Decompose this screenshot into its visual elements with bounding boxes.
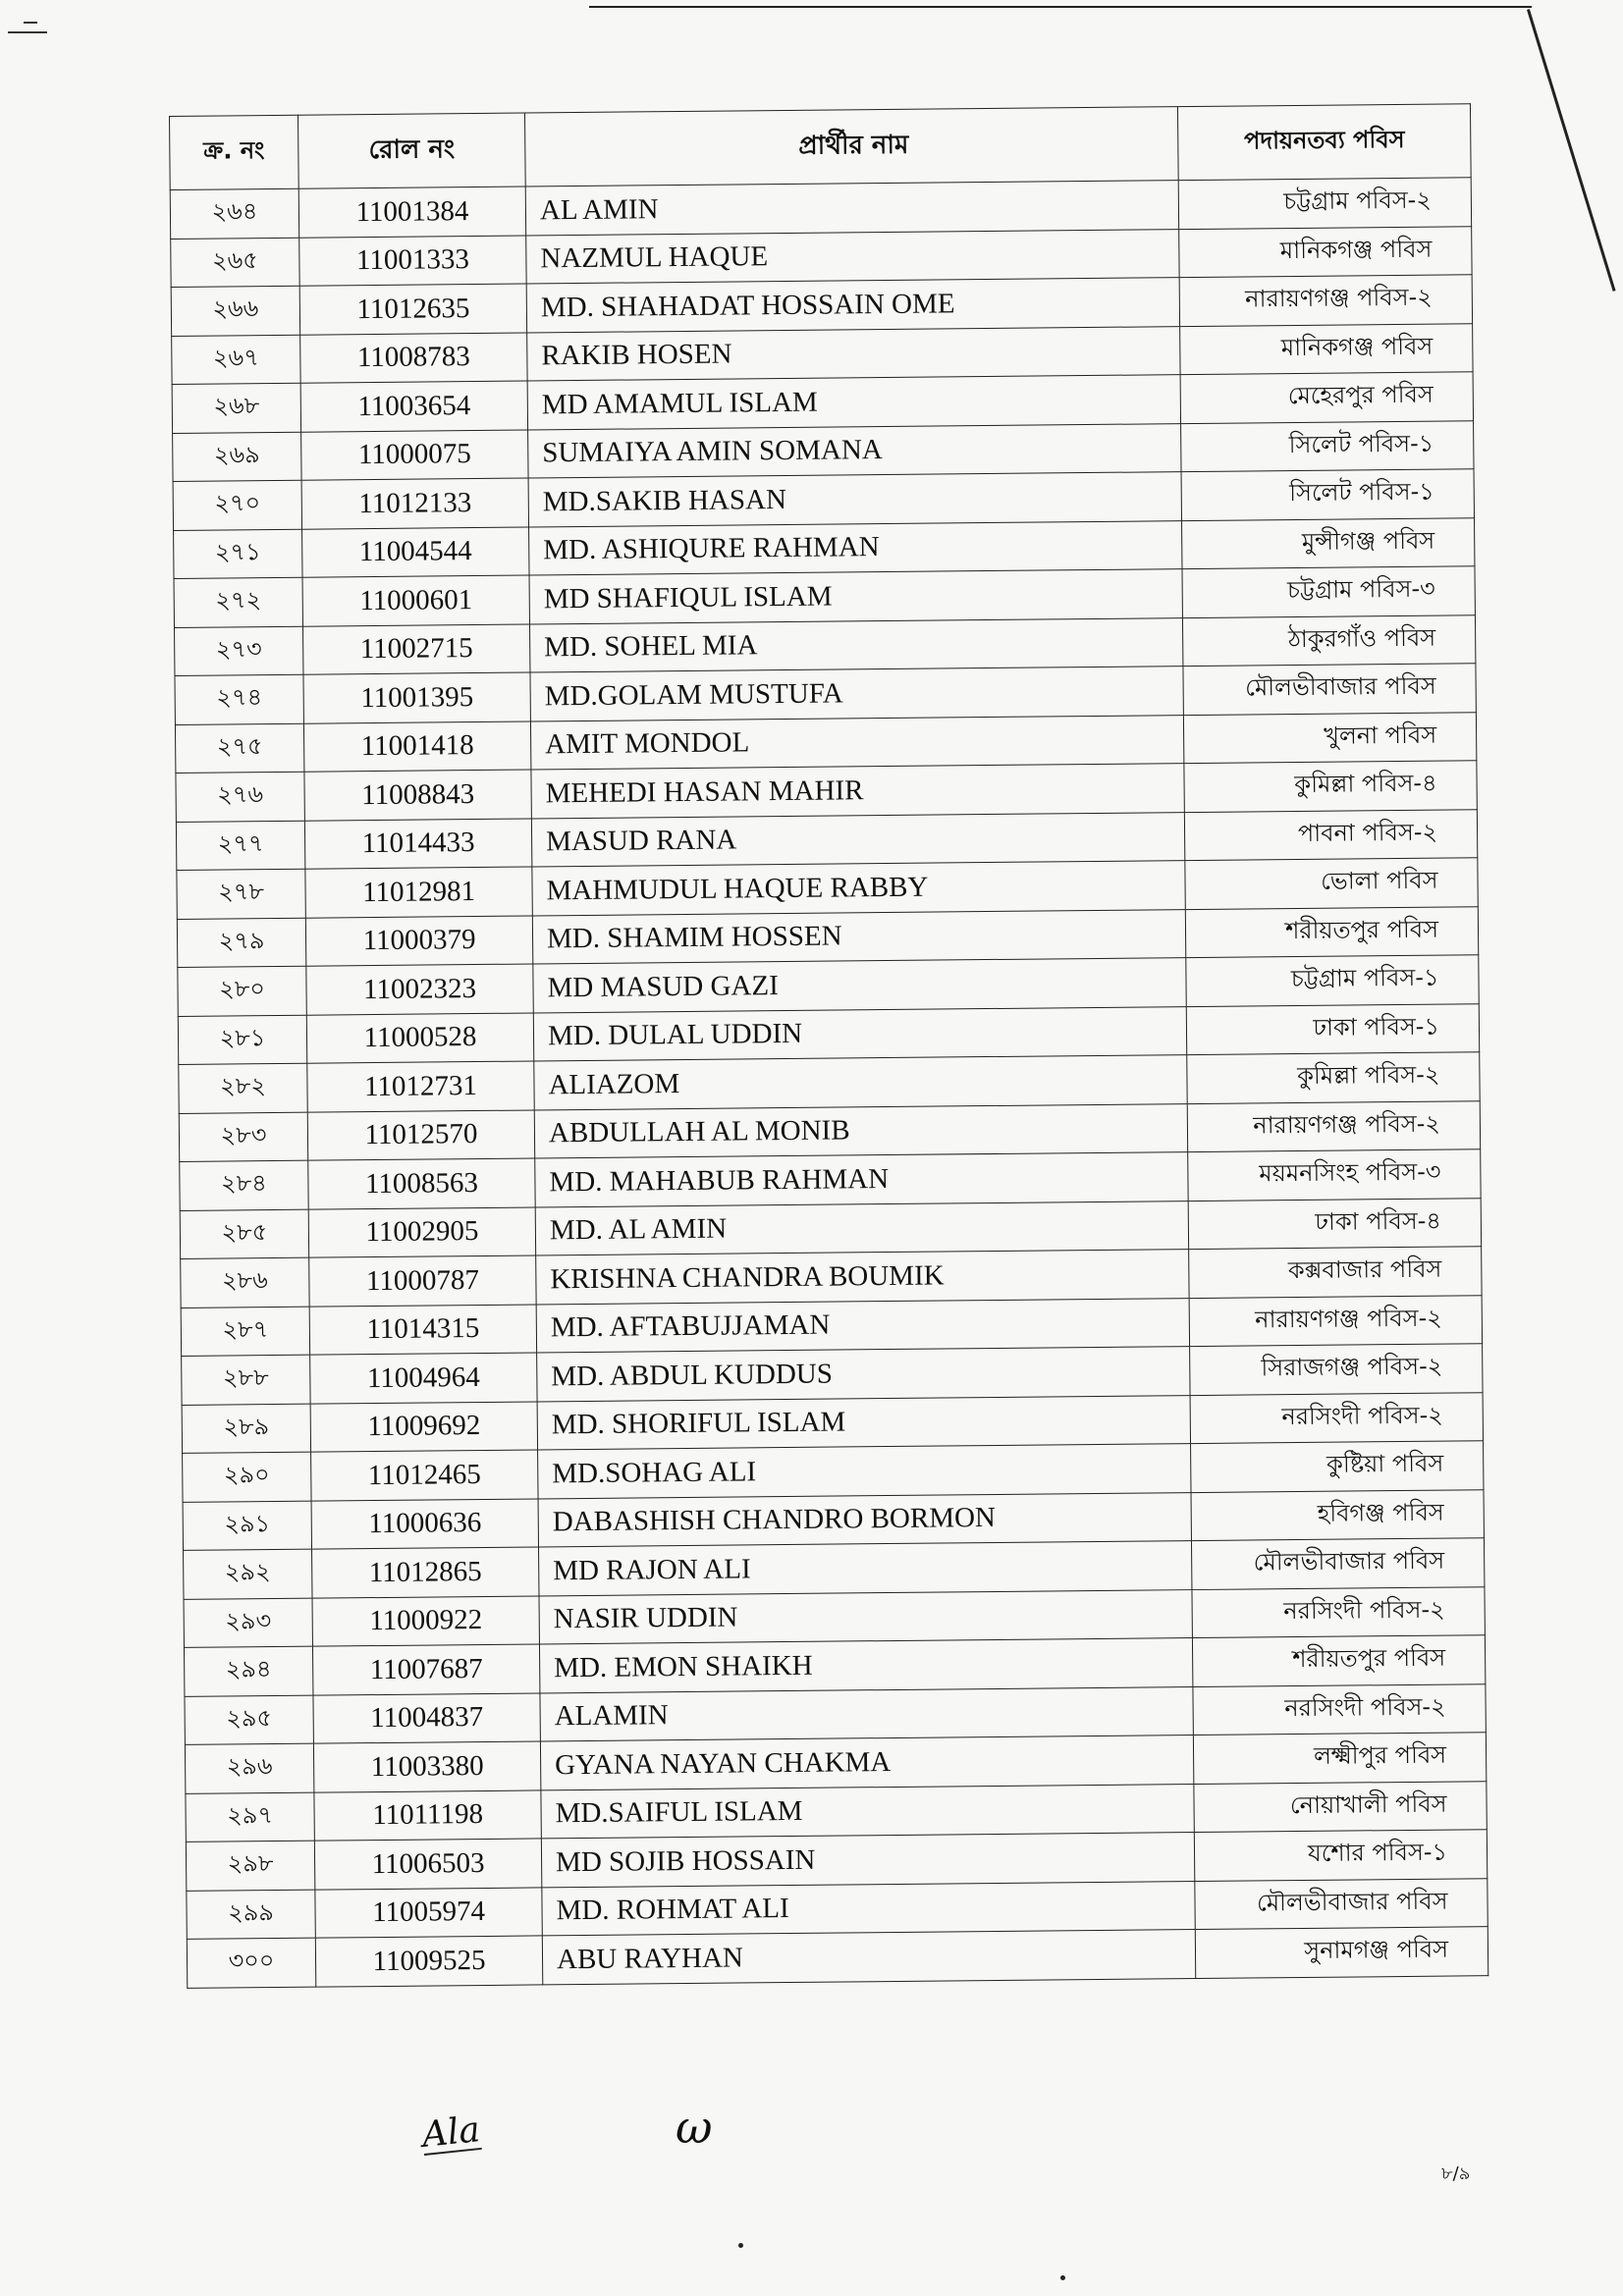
cell-posting: ঢাকা পবিস-৪ bbox=[1188, 1198, 1481, 1249]
cell-name: MAHMUDUL HAQUE RABBY bbox=[532, 861, 1185, 916]
cell-name: AL AMIN bbox=[525, 181, 1178, 236]
cell-name: RAKIB HOSEN bbox=[527, 326, 1180, 381]
header-serial: ক্র. নং bbox=[170, 115, 299, 189]
cell-roll: 11000787 bbox=[309, 1255, 536, 1307]
cell-name: ABDULLAH AL MONIB bbox=[534, 1103, 1187, 1158]
scan-speck bbox=[1060, 2275, 1065, 2280]
cell-name: MD. ROHMAT ALI bbox=[542, 1881, 1195, 1936]
scan-speck bbox=[738, 2243, 743, 2248]
cell-roll: 11003654 bbox=[300, 381, 527, 432]
cell-posting: চট্টগ্রাম পবিস-২ bbox=[1178, 178, 1471, 229]
cell-serial: ২৮০ bbox=[178, 966, 306, 1016]
cell-serial: ২৭১ bbox=[174, 529, 302, 579]
cell-roll: 11008783 bbox=[300, 333, 527, 384]
cell-posting: কক্সবাজার পবিস bbox=[1189, 1247, 1482, 1298]
cell-roll: 11012981 bbox=[305, 867, 532, 918]
cell-name: MD SOJIB HOSSAIN bbox=[541, 1833, 1194, 1888]
cell-serial: ২৯১ bbox=[183, 1501, 311, 1551]
document-sheet bbox=[169, 103, 1488, 1988]
cell-roll: 11001418 bbox=[303, 721, 530, 772]
cell-posting: হবিগঞ্জ পবিস bbox=[1191, 1489, 1484, 1540]
candidate-posting-table bbox=[169, 103, 1488, 1988]
cell-roll: 11004964 bbox=[310, 1353, 537, 1404]
cell-name: AMIT MONDOL bbox=[530, 715, 1183, 770]
cell-name: MD. SOHEL MIA bbox=[529, 617, 1182, 672]
cell-posting: ঠাকুরগাঁও পবিস bbox=[1182, 614, 1475, 666]
cell-roll: 11009692 bbox=[310, 1401, 537, 1452]
cell-name: MD RAJON ALI bbox=[539, 1541, 1192, 1596]
cell-name: MD. MAHABUB RAHMAN bbox=[535, 1152, 1188, 1207]
cell-serial: ২৯৩ bbox=[184, 1598, 312, 1648]
cell-name: KRISHNA CHANDRA BOUMIK bbox=[536, 1250, 1189, 1305]
cell-roll: 11004544 bbox=[302, 527, 529, 578]
cell-serial: ২৬৭ bbox=[172, 335, 300, 385]
cell-name: NAZMUL HAQUE bbox=[526, 229, 1179, 284]
cell-roll: 11009525 bbox=[315, 1936, 542, 1987]
table-header-row bbox=[170, 104, 1472, 190]
cell-name: MD. AL AMIN bbox=[535, 1201, 1188, 1255]
cell-posting: মানিকগঞ্জ পবিস bbox=[1180, 323, 1473, 374]
cell-name: MD. SHORIFUL ISLAM bbox=[537, 1395, 1190, 1450]
cell-roll: 11008843 bbox=[304, 770, 531, 821]
cell-posting: চট্টগ্রাম পবিস-৩ bbox=[1182, 566, 1475, 617]
cell-serial: ২৭০ bbox=[173, 480, 301, 530]
cell-name: MD AMAMUL ISLAM bbox=[527, 375, 1180, 430]
cell-roll: 11001395 bbox=[303, 672, 530, 723]
cell-name: MEHEDI HASAN MAHIR bbox=[531, 764, 1184, 819]
cell-posting: নরসিংদী পবিস-২ bbox=[1192, 1586, 1485, 1637]
cell-serial: ২৮২ bbox=[179, 1063, 307, 1113]
cell-roll: 11007687 bbox=[312, 1644, 539, 1695]
signature-mark: ω bbox=[676, 2101, 713, 2154]
cell-posting: মৌলভীবাজার পবিস bbox=[1195, 1878, 1488, 1929]
cell-posting: পাবনা পবিস-২ bbox=[1184, 809, 1477, 860]
cell-serial: ২৯৭ bbox=[186, 1792, 314, 1842]
cell-posting: সিলেট পবিস-১ bbox=[1181, 469, 1474, 520]
cell-serial: ২৯২ bbox=[184, 1549, 312, 1599]
cell-roll: 11012635 bbox=[299, 284, 526, 335]
cell-serial: ২৭৬ bbox=[176, 772, 304, 822]
cell-serial: ২৮৫ bbox=[180, 1209, 308, 1259]
cell-serial: ২৮৪ bbox=[180, 1160, 308, 1210]
cell-roll: 11000528 bbox=[306, 1012, 533, 1063]
cell-posting: মানিকগঞ্জ পবিস bbox=[1179, 226, 1472, 277]
cell-name: DABASHISH CHANDRO BORMON bbox=[538, 1492, 1191, 1547]
cell-serial: ২৮১ bbox=[178, 1015, 306, 1065]
cell-roll: 11004837 bbox=[313, 1692, 540, 1743]
cell-posting: চট্টগ্রাম পবিস-১ bbox=[1186, 955, 1479, 1006]
cell-posting: নারায়ণগঞ্জ পবিস-২ bbox=[1179, 275, 1472, 326]
cell-serial: ২৬৯ bbox=[173, 432, 301, 482]
cell-posting: ময়মনসিংহ পবিস-৩ bbox=[1188, 1149, 1481, 1201]
cell-serial: ২৮৮ bbox=[182, 1355, 310, 1405]
cell-posting: কুমিল্লা পবিস-২ bbox=[1187, 1052, 1480, 1103]
signature-initials: Ala bbox=[419, 2109, 482, 2156]
cell-posting: মৌলভীবাজার পবিস bbox=[1191, 1538, 1484, 1589]
cell-roll: 11011198 bbox=[314, 1789, 541, 1841]
cell-serial: ২৭৩ bbox=[175, 626, 303, 676]
header-name: প্রার্থীর নাম bbox=[524, 107, 1178, 187]
cell-roll: 11002323 bbox=[306, 964, 533, 1015]
cell-serial: ২৯০ bbox=[183, 1452, 311, 1502]
cell-name: MD. DULAL UDDIN bbox=[533, 1006, 1186, 1061]
cell-posting: শরীয়তপুর পবিস bbox=[1192, 1635, 1485, 1686]
cell-name: MD.SAIFUL ISLAM bbox=[541, 1784, 1194, 1839]
cell-serial: ২৭৫ bbox=[175, 723, 303, 774]
cell-roll: 11005974 bbox=[315, 1887, 542, 1938]
cell-posting: লক্ষ্মীপুর পবিস bbox=[1193, 1733, 1486, 1784]
page-fold-line bbox=[1527, 9, 1616, 292]
cell-serial: ২৭৭ bbox=[176, 821, 304, 871]
cell-posting: নারায়ণগঞ্জ পবিস-২ bbox=[1189, 1295, 1482, 1346]
cell-posting: শরীয়তপুর পবিস bbox=[1185, 906, 1478, 957]
cell-serial: ২৯৮ bbox=[186, 1841, 314, 1891]
cell-name: MD MASUD GAZI bbox=[533, 958, 1186, 1013]
cell-posting: নরসিংদী পবিস-২ bbox=[1193, 1683, 1486, 1735]
cell-roll: 11014433 bbox=[304, 818, 531, 869]
cell-name: MD. SHAHADAT HOSSAIN OME bbox=[526, 278, 1179, 333]
cell-serial: ২৭৪ bbox=[175, 674, 303, 724]
cell-posting: খুলনা পবিস bbox=[1183, 712, 1476, 763]
cell-name: ALAMIN bbox=[540, 1686, 1193, 1741]
corner-mark bbox=[8, 31, 47, 33]
cell-serial: ২৯৫ bbox=[185, 1695, 313, 1745]
cell-roll: 11014315 bbox=[309, 1304, 536, 1355]
cell-roll: 11012133 bbox=[301, 478, 528, 529]
cell-roll: 11012865 bbox=[312, 1547, 539, 1598]
cell-posting: মুন্সীগঞ্জ পবিস bbox=[1182, 517, 1475, 568]
cell-name: MD. ASHIQURE RAHMAN bbox=[529, 520, 1182, 575]
cell-name: MD.GOLAM MUSTUFA bbox=[530, 667, 1183, 721]
cell-name: MD.SAKIB HASAN bbox=[528, 472, 1181, 527]
cell-posting: নোয়াখালী পবিস bbox=[1194, 1781, 1487, 1832]
header-posting: পদায়নতব্য পবিস bbox=[1177, 104, 1471, 181]
cell-roll: 11000636 bbox=[311, 1498, 538, 1549]
cell-posting: নারায়ণগঞ্জ পবিস-২ bbox=[1187, 1100, 1480, 1151]
cell-serial: ২৬৮ bbox=[172, 383, 300, 433]
cell-posting: যশোর পবিস-১ bbox=[1194, 1830, 1487, 1881]
cell-roll: 11000922 bbox=[312, 1595, 539, 1646]
cell-posting: কুষ্টিয়া পবিস bbox=[1191, 1441, 1484, 1492]
cell-roll: 11012570 bbox=[307, 1109, 534, 1160]
cell-roll: 11001384 bbox=[298, 187, 525, 238]
cell-serial: ২৭৯ bbox=[177, 918, 305, 968]
cell-roll: 11000379 bbox=[305, 915, 532, 966]
cell-name: GYANA NAYAN CHAKMA bbox=[540, 1735, 1193, 1790]
cell-roll: 11000601 bbox=[302, 575, 529, 626]
cell-name: MASUD RANA bbox=[531, 812, 1184, 867]
cell-serial: ২৯৯ bbox=[187, 1890, 315, 1940]
cell-posting: সুনামগঞ্জ পবিস bbox=[1195, 1927, 1488, 1978]
page-number: ৮/৯ bbox=[1441, 2163, 1471, 2184]
cell-serial: ২৯৬ bbox=[185, 1743, 313, 1793]
cell-posting: ঢাকা পবিস-১ bbox=[1186, 1003, 1479, 1054]
cell-roll: 11006503 bbox=[314, 1839, 541, 1890]
cell-name: ALIAZOM bbox=[534, 1055, 1187, 1110]
cell-posting: সিরাজগঞ্জ পবিস-২ bbox=[1190, 1344, 1483, 1395]
cell-serial: ২৮৩ bbox=[179, 1112, 307, 1162]
cell-roll: 11008563 bbox=[308, 1158, 535, 1209]
cell-serial: ২৬৫ bbox=[171, 238, 299, 288]
cell-roll: 11001333 bbox=[299, 236, 526, 287]
cell-name: MD.SOHAG ALI bbox=[538, 1444, 1191, 1499]
cell-name: ABU RAYHAN bbox=[542, 1930, 1195, 1985]
cell-serial: ২৮৯ bbox=[182, 1404, 310, 1454]
cell-serial: ৩০০ bbox=[187, 1938, 315, 1988]
cell-name: MD. AFTABUJJAMAN bbox=[536, 1298, 1189, 1353]
top-edge-line bbox=[589, 6, 1532, 8]
cell-name: MD. EMON SHAIKH bbox=[539, 1638, 1192, 1693]
corner-mark bbox=[24, 22, 37, 24]
cell-serial: ২৬৪ bbox=[170, 188, 298, 239]
cell-posting: সিলেট পবিস-১ bbox=[1181, 420, 1474, 471]
cell-name: MD. SHAMIM HOSSEN bbox=[532, 909, 1185, 964]
cell-roll: 11003380 bbox=[313, 1741, 540, 1792]
header-roll: রোল নং bbox=[298, 113, 525, 188]
cell-posting: ভোলা পবিস bbox=[1185, 858, 1478, 909]
cell-posting: নরসিংদী পবিস-২ bbox=[1190, 1392, 1483, 1443]
cell-posting: কুমিল্লা পবিস-৪ bbox=[1184, 761, 1477, 812]
cell-posting: মৌলভীবাজার পবিস bbox=[1183, 664, 1476, 715]
cell-roll: 11002905 bbox=[308, 1206, 535, 1257]
cell-roll: 11002715 bbox=[302, 623, 529, 674]
cell-serial: ২৭২ bbox=[174, 577, 302, 627]
cell-serial: ২৭৮ bbox=[177, 869, 305, 919]
cell-roll: 11000075 bbox=[301, 430, 528, 481]
cell-serial: ২৬৬ bbox=[171, 286, 299, 336]
cell-name: MD SHAFIQUL ISLAM bbox=[529, 569, 1182, 624]
cell-serial: ২৮৬ bbox=[181, 1257, 309, 1308]
cell-name: SUMAIYA AMIN SOMANA bbox=[528, 423, 1181, 478]
cell-serial: ২৯৪ bbox=[184, 1646, 312, 1696]
cell-roll: 11012465 bbox=[311, 1450, 538, 1501]
cell-name: NASIR UDDIN bbox=[539, 1589, 1192, 1644]
cell-name: MD. ABDUL KUDDUS bbox=[537, 1347, 1190, 1402]
cell-serial: ২৮৭ bbox=[181, 1307, 309, 1357]
table-body bbox=[170, 178, 1488, 1988]
cell-roll: 11012731 bbox=[307, 1061, 534, 1112]
cell-posting: মেহেরপুর পবিস bbox=[1180, 372, 1473, 423]
